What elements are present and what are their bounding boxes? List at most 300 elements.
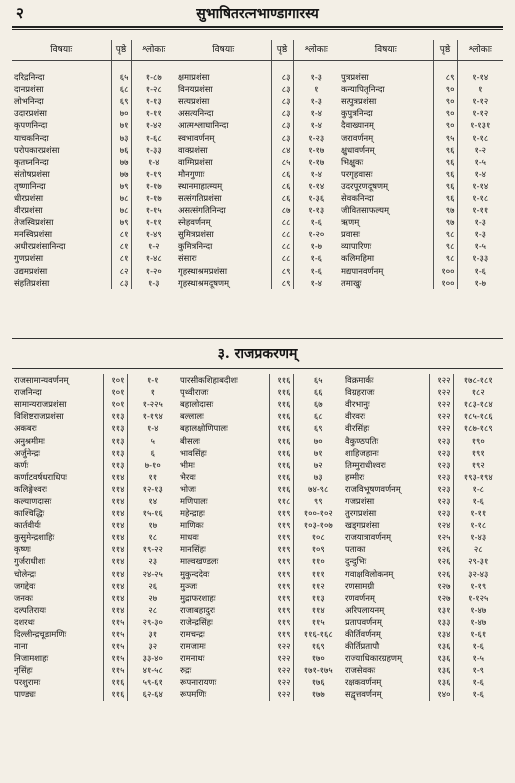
topic-name: मणिपालः [180,495,208,506]
verse-range: १७० [293,652,343,664]
topic-name: विनयप्रशंसा [178,84,213,95]
page-number-cell: ६९ [111,95,131,107]
index-row [12,131,503,143]
page-number-cell: १२२ [269,688,293,700]
topic-name: खड्गप्रशंसा [345,520,380,531]
page-number-cell: ११९ [269,580,293,592]
topic-name: गुणप्रशंसा [14,253,44,264]
topic-name: आत्मश्लाघानिन्दा [178,120,229,131]
topic-name: राजसामान्यवर्णनम् [14,375,69,386]
page-number-cell: १२७ [429,592,453,604]
verse-range: ११ [127,471,178,483]
verse-range: १-११ [131,216,176,228]
verse-range: १-१७ [293,144,339,156]
page-number-cell: १२२ [429,410,453,422]
index-row [12,83,503,95]
page-number-cell: ११६ [269,459,293,471]
topic-name: विशिष्टराजप्रशंसा [14,411,64,422]
topic-name: मुकुन्ददेवः [180,568,210,579]
index-row [12,664,503,676]
page-number-cell: ११३ [103,410,127,422]
topic-name: काश्चिद्धिः [14,508,45,519]
index-row [12,422,503,434]
index-row [12,228,503,240]
page-number-cell: ८३ [271,95,293,107]
page-number-cell: ११६ [269,398,293,410]
spacer-cell [176,61,271,72]
index-row [12,71,503,83]
page-number-cell: ११४ [103,543,127,555]
index-row [12,447,503,459]
topic-name: राजसेवकः [345,665,376,676]
index-row [12,410,503,422]
index-row [12,107,503,119]
verse-range: २६ [127,580,178,592]
page-number-cell: ८८ [271,216,293,228]
topic-name: कृतघ्ननिन्दा [14,156,49,167]
topic-name: कल्याणदासः [14,495,52,506]
page-number-cell: ९६ [433,144,457,156]
topic-name: प्रवासः [341,229,360,240]
verse-range: ११० [293,555,343,567]
spacer-cell [12,61,111,72]
verse-range: २४-२५ [127,568,178,580]
verse-range: १-१८ [457,131,503,143]
page-number-cell: १२३ [429,471,453,483]
topic-name: पारसीकशिहाबदीशः [180,375,238,386]
verse-range: ५ [127,434,178,446]
verse-range: १७ [127,519,178,531]
topic-name: दुन्दुभिः [345,556,367,567]
header-rule [12,26,503,28]
verse-range: ७३ [293,471,343,483]
topic-name: नृसिंहः [14,665,33,676]
page-number-cell: ८८ [271,252,293,264]
topic-name: गवाक्षविलोकनम् [345,568,394,579]
column-header-verse: श्लोकाः [131,40,176,61]
spacer-cell [339,61,433,72]
verse-range: १-४७ [453,616,503,628]
verse-range: ६८ [293,410,343,422]
topic-name: माल्वखण्डलः [180,556,219,567]
topic-name: अर्जुनेन्द्रः [14,447,40,458]
page-number-cell: ११९ [269,592,293,604]
page-number-cell: ८६ [271,180,293,192]
page-number-cell: ७८ [111,192,131,204]
topic-name: रूपमणिः [180,689,207,700]
topic-name: परगृहवासः [341,168,373,179]
page-number-cell: १२२ [269,664,293,676]
topic-name: अकबरः [14,423,37,434]
page-number-cell: ११५ [103,640,127,652]
verse-range: १-१३ [293,204,339,216]
topic-name: क्षमाप्रशंसा [178,72,210,83]
index-row [12,628,503,640]
topic-name: दरिद्रनिन्दा [14,72,45,83]
page-number-cell: १२२ [429,398,453,410]
topic-name: रणसामग्री [345,580,375,591]
verse-range: १-८७ [131,71,176,83]
topic-name: कुपुत्रनिन्दा [341,108,373,119]
page-number-cell: ११९ [269,507,293,519]
topic-name: मुञ्जः [180,580,198,591]
topic-name: विग्रहराजः [345,387,375,398]
topic-name: कीर्तिवर्णनम् [345,629,381,640]
verse-range: १-२२५ [127,398,178,410]
page-number-cell: ८३ [271,71,293,83]
topic-name: हम्मीरः [345,471,365,482]
topic-name: स्नेहवर्णनम् [178,217,211,228]
verse-range: १७७ [293,688,343,700]
index-row [12,676,503,688]
topic-name: मौनगुणाः [178,168,205,179]
spacer-cell [433,61,457,72]
topic-name: अनुश्रमीमः [14,435,45,446]
page-number-cell: १२२ [429,422,453,434]
topic-name: पृथ्वीराजः [180,387,209,398]
index-row [12,604,503,616]
verse-range: ११६-१६८ [293,628,343,640]
page-number-cell: ११६ [269,374,293,386]
verse-range: १-३३ [457,252,503,264]
column-header-page: पृष्ठे [111,40,131,61]
page-number-cell: ८९ [433,71,457,83]
index-row [12,398,503,410]
page-number-cell: ११४ [103,580,127,592]
index-row [12,168,503,180]
index-row [12,495,503,507]
topic-name: निजामशाहः [14,653,49,664]
verse-range: १-१७ [131,180,176,192]
page-number-cell: ८६ [271,168,293,180]
verse-range: १-३ [457,216,503,228]
index-row [12,265,503,277]
topic-name: जगद्देवः [14,580,36,591]
index-row [12,216,503,228]
index-row [12,640,503,652]
page-number-cell: १०१ [103,398,127,410]
topic-name: लोभनिन्दा [14,96,44,107]
page-number-cell: ८३ [271,131,293,143]
page-number-cell: ८९ [271,265,293,277]
topic-name: अरिपलायनम् [345,604,385,615]
verse-range: १-३ [457,228,503,240]
section-rule-bottom [12,368,503,369]
verse-range: १-३६ [293,192,339,204]
verse-range: १११ [293,568,343,580]
verse-range: १००-१०२ [293,507,343,519]
topic-name: सामान्यराजप्रशंसा [14,399,67,410]
topic-name: माधवः [180,532,199,543]
page-number-cell: ७७ [111,156,131,168]
topic-name: सुमित्रप्रशंसा [178,229,214,240]
verse-range: १-५ [453,652,503,664]
verse-range: ७-१० [127,459,178,471]
page-number-cell: ९८ [433,240,457,252]
page-number-cell: १२३ [429,459,453,471]
spacer-cell [457,61,503,72]
topic-name: जनकः [14,592,33,603]
column-header-topic: विषयाः [339,40,433,61]
page-number-cell: ७६ [111,144,131,156]
topic-name: कार्तवीर्यः [14,520,41,531]
topic-name: संतोषप्रशंसा [14,168,50,179]
verse-range: ७१ [293,447,343,459]
topic-name: राजविभूषणवर्णनम् [345,483,401,494]
page-number-cell: १२३ [429,483,453,495]
verse-range: १-४ [293,119,339,131]
verse-range: १७८-१८१ [453,374,503,386]
verse-range: १-२३ [293,131,339,143]
page-number-cell: ८२ [111,265,131,277]
verse-range: १-१२ [457,107,503,119]
verse-range: ११५ [293,616,343,628]
verse-range: १९० [453,434,503,446]
topic-name: गजप्रशंसा [345,495,375,506]
topic-name: ऋणम् [341,217,360,228]
topic-name: कीर्तिप्रतापौ [345,641,380,652]
verse-range: १-२० [131,265,176,277]
page-number-cell: १२४ [429,519,453,531]
verse-range: १-५ [457,156,503,168]
verse-range: १७१-१७५ [293,664,343,676]
verse-range: १-१३ [131,95,176,107]
index-row [12,580,503,592]
topic-name: कलिमहिमा [341,253,375,264]
verse-range: १ [457,83,503,95]
page-number-cell: १२३ [429,434,453,446]
page-number-cell: १०१ [103,374,127,386]
topic-name: संहतिप्रशंसा [14,277,50,288]
topic-name: स्वभावर्णनम् [178,132,215,143]
topic-name: सत्यप्रशंसा [178,96,210,107]
page-number-cell: १०० [433,265,457,277]
verse-range: १९२ [453,459,503,471]
verse-range: १-८ [453,483,503,495]
page-number-cell: १३६ [429,640,453,652]
verse-range: १-२० [293,228,339,240]
page-number-cell: ११६ [269,483,293,495]
page-number-cell: ११९ [269,568,293,580]
page-number-cell: ८३ [271,107,293,119]
topic-name: नाना [14,641,28,652]
topic-name: गृहस्थाश्रमप्रशंसा [178,265,228,276]
page-number-cell: ११५ [103,628,127,640]
index-row [12,652,503,664]
topic-name: उद्यमप्रशंसा [14,265,48,276]
topic-name: परशुरामः [14,677,41,688]
topic-name: रामचन्द्रः [180,629,205,640]
page-number-cell: ९८ [433,228,457,240]
verse-range: १-१२ [457,95,503,107]
page-number-cell: ११३ [103,447,127,459]
verse-range: ३२-४३ [453,568,503,580]
verse-range: १-६ [293,252,339,264]
topic-name: कृपणनिन्दा [14,120,48,131]
page-number-cell: ११३ [103,434,127,446]
topic-name: पताका [345,544,366,555]
page-number-cell: ९० [433,119,457,131]
verse-range: १-१४ [457,180,503,192]
page-number-cell: ८५ [271,156,293,168]
page-number-cell: ११५ [103,652,127,664]
topic-name: कन्यापितृनिन्दा [341,84,385,95]
page-number-cell: ११६ [269,434,293,446]
verse-range: १-१७ [131,192,176,204]
topic-name: रूपनारायणः [180,677,217,688]
index-row [12,483,503,495]
verse-range: १-४ [293,107,339,119]
page-number-cell: १२६ [429,543,453,555]
verse-range: २९-३० [127,616,178,628]
page-number-cell: ९६ [433,192,457,204]
page-number-cell: ११९ [269,519,293,531]
topic-name: राज्याधिकारग्रहणम् [345,653,402,664]
topic-name: दल्पतिरायः [14,604,46,615]
topic-name: भोजः [180,483,196,494]
topic-name: वीरप्रशंसा [14,205,43,216]
page-number-cell: ११४ [103,483,127,495]
topic-name: संसारः [178,253,197,264]
topic-name: महेन्द्राहः [180,508,205,519]
page-number-cell: १३६ [429,676,453,688]
topic-name: याचकनिन्दा [14,132,49,143]
column-header-row [12,40,503,61]
page-number-cell: ११६ [269,422,293,434]
header-spacer [12,61,503,72]
verse-range: १०३-१०७ [293,519,343,531]
verse-range: १-३ [293,95,339,107]
verse-range: १८५-१८६ [453,410,503,422]
verse-range: १-३ [293,71,339,83]
page-number-cell: ८१ [111,252,131,264]
page-number-cell: ११६ [269,471,293,483]
page-number-cell: ८३ [271,83,293,95]
page-number-cell: ११६ [269,386,293,398]
page-number-cell: ११४ [103,495,127,507]
page-number-cell: ८१ [111,240,131,252]
topic-name: दानप्रशंसा [14,84,44,95]
page-number-cell: ११९ [269,616,293,628]
page-number-cell: ११४ [103,592,127,604]
topic-name: तेजस्विप्रशंसा [14,217,54,228]
spacer-cell [131,61,176,72]
page-number-cell: १२२ [429,386,453,398]
spacer-cell [111,61,131,72]
verse-range: १-२८ [131,83,176,95]
page-number-cell: ११५ [103,664,127,676]
page-number-cell: ११४ [103,471,127,483]
verse-range: ७२ [293,459,343,471]
topic-name: रामजामः [180,641,206,652]
topic-name: भावसिंहः [180,447,207,458]
topic-name: मद्यपानवर्णनम् [341,265,384,276]
topic-name: सेवकनिन्दा [341,192,374,203]
page-number-cell: १३३ [429,616,453,628]
index-row [12,592,503,604]
index-row [12,555,503,567]
index-row [12,616,503,628]
topic-name: राजाबहादुरः [180,604,215,615]
page-number-cell: ११९ [269,604,293,616]
verse-range: १-१७ [293,156,339,168]
verse-range: २८ [127,604,178,616]
verse-range: ३३-४० [127,652,178,664]
topic-name: वीरसिंहः [345,423,370,434]
topic-name: स्थानमाहात्म्यम् [178,180,223,191]
verse-range: १-१२५ [453,592,503,604]
verse-range: १०८ [293,531,343,543]
index-row [12,507,503,519]
topic-name: कृष्णः [14,544,31,555]
verse-range: २९-३१ [453,555,503,567]
page-number-cell: ९५ [433,131,457,143]
page-number-cell: ८३ [271,119,293,131]
verse-range: १-४९ [131,228,176,240]
verse-range: १-६८ [131,131,176,143]
index-row [12,543,503,555]
verse-range: ६ [127,447,178,459]
topic-name: मुद्राफरशाहः [180,592,216,603]
index-row [12,568,503,580]
verse-range: १८२ [453,386,503,398]
column-header-verse: श्लोकाः [293,40,339,61]
topic-name: रुद्रः [180,665,192,676]
page-number-cell: ७९ [111,216,131,228]
verse-range: १-६ [293,265,339,277]
verse-range: २८ [453,543,503,555]
verse-range: ९९ [293,495,343,507]
verse-range: १-१५ [131,204,176,216]
topic-name: जरावर्णनम् [341,132,374,143]
page-number-cell: ९६ [433,156,457,168]
topic-name: रणवर्णनम् [345,592,375,603]
topic-name: दैवाख्यानम् [341,120,374,131]
verse-range: १४ [127,495,178,507]
page-number-cell: १३१ [429,604,453,616]
verse-range: १-३ [131,277,176,289]
topic-name: पाण्ड्यः [14,689,36,700]
topic-name: क्षुधावर्णनम् [341,144,375,155]
topic-name: व्यापारिणः [341,241,372,252]
verse-range: १५-१६ [127,507,178,519]
spacer-cell [271,61,293,72]
verse-range: १-१९४ [127,410,178,422]
index-row [12,252,503,264]
page-number-cell: १३६ [429,664,453,676]
page-number-cell: ९० [433,83,457,95]
verse-range: ३२ [127,640,178,652]
page-number-cell: ८१ [111,228,131,240]
page-number-cell: ९६ [433,180,457,192]
verse-range: ४१-५८ [127,664,178,676]
verse-range: १-१४ [293,180,339,192]
page-number-cell: ११४ [103,507,127,519]
topic-name: भीमः [180,459,195,470]
topic-name: माणिकः [180,520,204,531]
page-number-cell: ९६ [433,168,457,180]
verse-range: १-९ [453,664,503,676]
topic-name: परोपकारप्रशंसा [14,144,60,155]
page-number-cell: १२७ [429,580,453,592]
page-number-cell: १३६ [429,652,453,664]
verse-range: ६६ [293,386,343,398]
verse-range: ६९ [293,422,343,434]
verse-range: १-४८ [131,252,176,264]
index-row [12,95,503,107]
verse-range: १-१४ [457,71,503,83]
topic-name: कुसुमेन्द्रशाहिः [14,532,55,543]
